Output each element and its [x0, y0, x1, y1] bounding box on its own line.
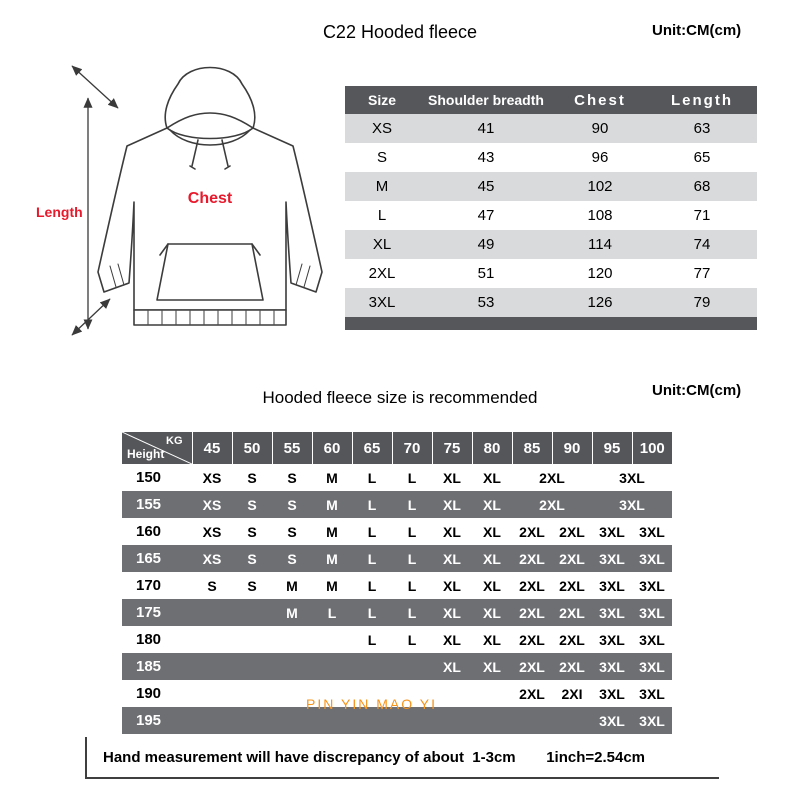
size-table-cell: 77: [647, 259, 757, 288]
fit-table-size-cell: S: [272, 518, 312, 545]
fit-table-size-cell: 2XL: [512, 626, 552, 653]
fit-table-size-cell: 3XL: [632, 518, 672, 545]
size-table-cell: 68: [647, 172, 757, 201]
fit-table-weight-header: 45: [192, 432, 232, 464]
fit-table-size-cell: [432, 680, 472, 707]
fit-table: [122, 432, 672, 734]
fit-table-size-cell: M: [312, 572, 352, 599]
fit-table-height-cell: 195: [122, 707, 192, 734]
fit-table-weight-header: 95: [592, 432, 632, 464]
fit-table-size-cell: XL: [472, 599, 512, 626]
size-table-header-cell: Shoulder breadth: [419, 86, 553, 114]
fit-table-size-cell: [192, 707, 232, 734]
fit-table-height-cell: 160: [122, 518, 192, 545]
fit-table-weight-header: 90: [552, 432, 592, 464]
fit-table-size-cell: [552, 707, 592, 734]
inch-conversion-note: 1inch=2.54cm: [546, 748, 645, 766]
fit-table-height-cell: 175: [122, 599, 192, 626]
size-table-row: [345, 259, 757, 288]
fit-table-size-cell: L: [392, 572, 432, 599]
size-table-cell: 114: [553, 230, 647, 259]
size-table-cell: 45: [419, 172, 553, 201]
fit-table-size-cell: XL: [432, 464, 472, 491]
size-table-row: [345, 172, 757, 201]
fit-table-size-cell: XL: [432, 626, 472, 653]
fit-table-size-cell: 3XL: [592, 680, 632, 707]
fit-table-size-cell: [472, 680, 512, 707]
size-table-cell: 126: [553, 288, 647, 317]
fit-table-row: [122, 599, 672, 626]
fit-table-size-cell: 3XL: [592, 653, 632, 680]
fit-table-size-cell: 3XL: [592, 707, 632, 734]
size-table-cell: 63: [647, 114, 757, 143]
fit-table-size-cell: L: [352, 464, 392, 491]
fit-table-height-cell: 150: [122, 464, 192, 491]
fit-table-size-cell: 3XL: [632, 707, 672, 734]
fit-table-size-cell: 3XL: [632, 626, 672, 653]
fit-table-size-cell: L: [392, 626, 432, 653]
size-table-cell: 74: [647, 230, 757, 259]
fit-table-header-row: [122, 432, 672, 464]
fit-table-size-cell: [472, 707, 512, 734]
corner-height-label: Height: [127, 447, 165, 461]
page-title: C22 Hooded fleece: [322, 22, 478, 42]
fit-table-size-cell: 3XL: [632, 680, 672, 707]
fit-table-size-cell: 3XL: [592, 545, 632, 572]
fit-table-size-cell: 2XL: [512, 572, 552, 599]
fit-table-row: [122, 491, 672, 518]
size-table-cell: 49: [419, 230, 553, 259]
size-table-row: [345, 143, 757, 172]
fit-table-row: [122, 653, 672, 680]
fit-table-size-cell: 2XL: [512, 545, 552, 572]
fit-table-size-cell: [192, 680, 232, 707]
fit-table-size-cell: 3XL: [632, 599, 672, 626]
fit-table-size-cell: [232, 707, 272, 734]
fit-table-body: [122, 464, 672, 734]
fit-table-size-cell: 3XL: [592, 518, 632, 545]
fit-table-size-cell: 2XL: [552, 653, 592, 680]
fit-table-weight-header: 70: [392, 432, 432, 464]
fit-table-size-cell: XL: [472, 464, 512, 491]
unit-label-bottom: Unit:CM(cm): [652, 382, 742, 399]
fit-table-row: [122, 545, 672, 572]
fit-table-size-cell: [392, 653, 432, 680]
size-table-cell: 41: [419, 114, 553, 143]
size-table-row: [345, 230, 757, 259]
fit-table-size-cell: 2XL: [512, 680, 552, 707]
fit-table-size-cell: [312, 653, 352, 680]
fit-table-size-cell: [232, 653, 272, 680]
size-table-body: [345, 114, 757, 317]
fit-table-size-cell: XS: [192, 518, 232, 545]
fit-table-size-cell: 2XL: [552, 599, 592, 626]
size-table-cell: 65: [647, 143, 757, 172]
size-table-cell: 3XL: [345, 288, 419, 317]
fit-table-weight-header: 65: [352, 432, 392, 464]
fit-table-height-cell: 165: [122, 545, 192, 572]
size-table-row: [345, 288, 757, 317]
size-table-cell: 90: [553, 114, 647, 143]
fit-table-size-cell: 2XI: [552, 680, 592, 707]
fit-table-size-cell: 2XL: [552, 626, 592, 653]
fit-table-size-cell: L: [392, 599, 432, 626]
fit-table-corner-cell: [122, 432, 192, 464]
size-table-cell: 96: [553, 143, 647, 172]
size-table-cell: 71: [647, 201, 757, 230]
fit-table-weight-header: 60: [312, 432, 352, 464]
fit-table-size-cell: S: [272, 464, 312, 491]
size-table-cell: 108: [553, 201, 647, 230]
fit-table-size-cell: XL: [472, 491, 512, 518]
fit-table-size-cell: 3XL: [632, 572, 672, 599]
size-table-header-cell: Chest: [553, 86, 647, 114]
size-table-header-row: [345, 86, 757, 114]
fit-table-size-cell: [192, 653, 232, 680]
length-measure-label: Length: [36, 204, 83, 220]
fit-table-size-cell: S: [232, 545, 272, 572]
measurement-note: Hand measurement will have discrepancy of about 1-3cm: [103, 748, 516, 766]
size-table-cell: XL: [345, 230, 419, 259]
fit-table-size-cell: L: [312, 599, 352, 626]
fit-table-size-cell: [512, 707, 552, 734]
fit-table-size-cell: 3XL: [592, 626, 632, 653]
fit-table-size-cell: [312, 626, 352, 653]
fit-table-size-cell: XL: [432, 491, 472, 518]
fit-table-size-cell: L: [352, 572, 392, 599]
fit-table-size-cell: L: [392, 464, 432, 491]
fit-table-size-cell: M: [312, 491, 352, 518]
size-table-row: [345, 201, 757, 230]
fit-table-size-cell: 2XL: [552, 545, 592, 572]
fit-table-size-cell: XL: [472, 518, 512, 545]
fit-table-size-cell: S: [232, 491, 272, 518]
hem-arrow-icon: [72, 299, 110, 335]
fit-table-size-cell: L: [352, 599, 392, 626]
measurement-note-box: [85, 737, 719, 779]
fit-table-size-cell: M: [312, 464, 352, 491]
fit-table-weight-header: 85: [512, 432, 552, 464]
fit-table-height-cell: 185: [122, 653, 192, 680]
fit-table-size-cell: 2XL: [512, 464, 592, 491]
fit-table-size-cell: M: [272, 572, 312, 599]
fit-table-size-cell: XL: [432, 599, 472, 626]
fit-table-size-cell: [232, 599, 272, 626]
fit-table-size-cell: [232, 680, 272, 707]
fit-table-size-cell: S: [192, 572, 232, 599]
fit-table-height-cell: 155: [122, 491, 192, 518]
fit-table-size-cell: 3XL: [632, 545, 672, 572]
size-table-cell: XS: [345, 114, 419, 143]
fit-table-size-cell: 3XL: [592, 572, 632, 599]
fit-table-size-cell: XL: [472, 626, 512, 653]
fit-table-row: [122, 518, 672, 545]
fit-table-size-cell: 2XL: [512, 518, 552, 545]
fit-table-size-cell: L: [392, 518, 432, 545]
size-table-header-cell: Length: [647, 86, 757, 114]
fit-table-size-cell: L: [392, 491, 432, 518]
size-table-cell: 47: [419, 201, 553, 230]
fit-table-weight-header: 75: [432, 432, 472, 464]
fit-table-size-cell: S: [232, 464, 272, 491]
size-table-row: [345, 114, 757, 143]
fit-table-size-cell: L: [352, 545, 392, 572]
fit-table-size-cell: XL: [432, 518, 472, 545]
fit-table-size-cell: [432, 707, 472, 734]
corner-kg-label: KG: [166, 435, 183, 447]
brand-watermark: PIN YIN MAO YI: [306, 696, 437, 712]
size-table: [345, 86, 757, 317]
fit-table-size-cell: M: [272, 599, 312, 626]
size-table-cell: 51: [419, 259, 553, 288]
fit-table-size-cell: 2XL: [552, 572, 592, 599]
fit-table-height-cell: 170: [122, 572, 192, 599]
fit-table-size-cell: [232, 626, 272, 653]
fit-table-size-cell: 2XL: [552, 518, 592, 545]
fit-table-size-cell: XL: [472, 545, 512, 572]
fit-table-size-cell: [272, 626, 312, 653]
fit-table-height-cell: 180: [122, 626, 192, 653]
fit-table-size-cell: S: [232, 518, 272, 545]
fit-table-weight-header: 80: [472, 432, 512, 464]
fit-table-size-cell: 3XL: [592, 599, 632, 626]
fit-table-size-cell: [192, 599, 232, 626]
size-table-footer-bar: [345, 317, 757, 330]
size-table-cell: 102: [553, 172, 647, 201]
fit-table-size-cell: XL: [472, 653, 512, 680]
fit-table-size-cell: L: [352, 518, 392, 545]
fit-table-size-cell: XS: [192, 491, 232, 518]
fit-table-size-cell: 2XL: [512, 599, 552, 626]
shoulder-arrow-icon: [72, 66, 118, 108]
fit-table-row: [122, 464, 672, 491]
size-table-header-cell: Size: [345, 86, 419, 114]
size-table-cell: 43: [419, 143, 553, 172]
fit-table-size-cell: XL: [432, 545, 472, 572]
fit-table-size-cell: XL: [472, 572, 512, 599]
size-table-cell: L: [345, 201, 419, 230]
fit-table-size-cell: XS: [192, 545, 232, 572]
fit-table-size-cell: [272, 653, 312, 680]
fit-table-size-cell: 3XL: [592, 464, 672, 491]
size-table-cell: 79: [647, 288, 757, 317]
fit-table-size-cell: 2XL: [512, 491, 592, 518]
fit-table-size-cell: XS: [192, 464, 232, 491]
fit-table-size-cell: M: [312, 518, 352, 545]
fit-table-row: [122, 626, 672, 653]
fit-table-weight-header: 100: [632, 432, 672, 464]
fit-table-size-cell: [352, 653, 392, 680]
fit-table-weight-header: 55: [272, 432, 312, 464]
size-table-cell: 53: [419, 288, 553, 317]
chest-measure-label: Chest: [187, 190, 233, 207]
fit-table-size-cell: L: [352, 491, 392, 518]
hoodie-diagram: [30, 52, 340, 352]
fit-table-size-cell: S: [272, 491, 312, 518]
fit-table-size-cell: L: [392, 545, 432, 572]
fit-table-row: [122, 572, 672, 599]
fit-table-size-cell: L: [352, 626, 392, 653]
fit-table-size-cell: 2XL: [512, 653, 552, 680]
fit-table-size-cell: M: [312, 545, 352, 572]
fit-table-size-cell: S: [232, 572, 272, 599]
fit-table-size-cell: S: [272, 545, 312, 572]
fit-table-size-cell: 3XL: [632, 653, 672, 680]
fit-table-height-cell: 190: [122, 680, 192, 707]
fit-table-size-cell: XL: [432, 653, 472, 680]
size-table-cell: M: [345, 172, 419, 201]
size-table-cell: S: [345, 143, 419, 172]
fit-table-size-cell: [192, 626, 232, 653]
size-table-cell: 120: [553, 259, 647, 288]
fit-table-weight-header: 50: [232, 432, 272, 464]
recommendation-subtitle: Hooded fleece size is recommended: [262, 388, 538, 407]
unit-label-top: Unit:CM(cm): [652, 22, 742, 39]
fit-table-size-cell: XL: [432, 572, 472, 599]
size-table-cell: 2XL: [345, 259, 419, 288]
fit-table-size-cell: 3XL: [592, 491, 672, 518]
